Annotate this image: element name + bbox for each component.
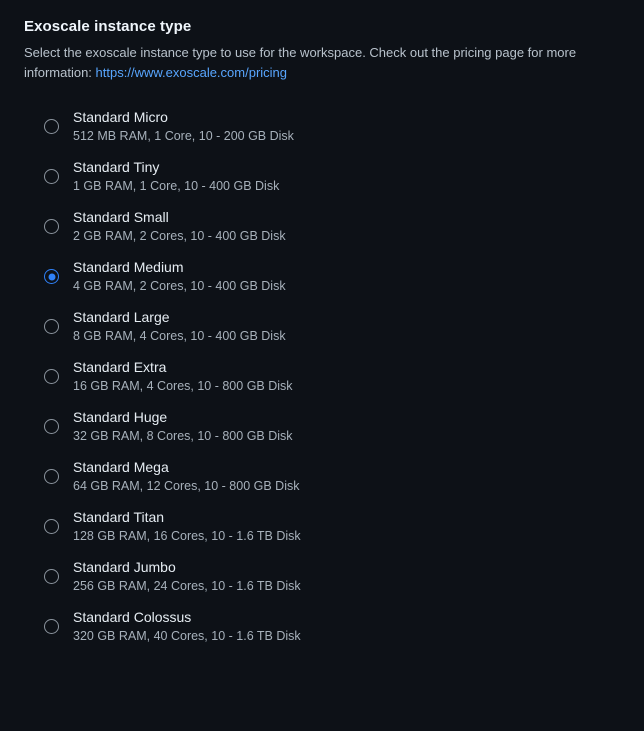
instance-type-specs: 64 GB RAM, 12 Cores, 10 - 800 GB Disk <box>73 478 300 493</box>
radio-button-icon[interactable] <box>44 519 59 534</box>
instance-type-text <box>73 509 301 544</box>
instance-type-specs: 8 GB RAM, 4 Cores, 10 - 400 GB Disk <box>73 328 286 343</box>
radio-button-icon[interactable] <box>44 219 59 234</box>
instance-type-option[interactable] <box>24 151 620 201</box>
instance-type-text <box>73 359 293 394</box>
instance-type-name: Standard Huge <box>73 408 168 425</box>
instance-type-specs: 16 GB RAM, 4 Cores, 10 - 800 GB Disk <box>73 378 293 393</box>
radio-button-icon[interactable] <box>44 119 59 134</box>
instance-type-option[interactable] <box>24 401 620 451</box>
pricing-link[interactable]: https://www.exoscale.com/pricing <box>95 65 288 81</box>
instance-type-name: Standard Jumbo <box>73 558 176 575</box>
instance-type-radio-group[interactable] <box>24 101 620 651</box>
instance-type-text <box>73 609 301 644</box>
instance-type-name: Standard Tiny <box>73 158 160 175</box>
instance-type-name: Standard Micro <box>73 108 168 125</box>
instance-type-text <box>73 409 293 444</box>
instance-type-option[interactable] <box>24 101 620 151</box>
instance-type-text <box>73 559 301 594</box>
radio-button-icon[interactable] <box>44 269 59 284</box>
instance-type-text <box>73 109 294 144</box>
instance-type-option[interactable] <box>24 201 620 251</box>
instance-type-specs: 256 GB RAM, 24 Cores, 10 - 1.6 TB Disk <box>73 578 301 593</box>
instance-type-text <box>73 209 286 244</box>
instance-type-option[interactable] <box>24 501 620 551</box>
instance-type-specs: 128 GB RAM, 16 Cores, 10 - 1.6 TB Disk <box>73 528 301 543</box>
instance-type-specs: 320 GB RAM, 40 Cores, 10 - 1.6 TB Disk <box>73 628 301 643</box>
instance-type-option[interactable] <box>24 351 620 401</box>
radio-button-icon[interactable] <box>44 419 59 434</box>
instance-type-name: Standard Extra <box>73 358 167 375</box>
instance-type-specs: 4 GB RAM, 2 Cores, 10 - 400 GB Disk <box>73 278 286 293</box>
radio-button-icon[interactable] <box>44 569 59 584</box>
instance-type-text <box>73 259 286 294</box>
instance-type-option[interactable] <box>24 551 620 601</box>
instance-type-name: Standard Medium <box>73 258 184 275</box>
page-title: Exoscale instance type <box>24 18 192 35</box>
radio-button-icon[interactable] <box>44 469 59 484</box>
instance-type-option[interactable] <box>24 301 620 351</box>
radio-button-icon[interactable] <box>44 619 59 634</box>
instance-type-text <box>73 159 279 194</box>
radio-button-icon[interactable] <box>44 169 59 184</box>
instance-type-name: Standard Large <box>73 308 170 325</box>
instance-type-option[interactable] <box>24 451 620 501</box>
instance-type-specs: 32 GB RAM, 8 Cores, 10 - 800 GB Disk <box>73 428 293 443</box>
instance-type-name: Standard Mega <box>73 458 169 475</box>
instance-type-specs: 2 GB RAM, 2 Cores, 10 - 400 GB Disk <box>73 228 286 243</box>
description-text: Select the exoscale instance type to use for the workspace. Check out the pricing page for more information: <box>24 45 577 81</box>
instance-type-option[interactable] <box>24 601 620 651</box>
instance-type-text <box>73 309 286 344</box>
instance-type-text <box>73 459 299 494</box>
instance-type-option[interactable] <box>24 251 620 301</box>
panel-description <box>24 43 614 83</box>
radio-button-icon[interactable] <box>44 369 59 384</box>
instance-type-specs: 1 GB RAM, 1 Core, 10 - 400 GB Disk <box>73 178 280 193</box>
instance-type-name: Standard Small <box>73 208 169 225</box>
radio-button-icon[interactable] <box>44 319 59 334</box>
instance-type-name: Standard Colossus <box>73 608 192 625</box>
instance-type-name: Standard Titan <box>73 508 165 525</box>
instance-type-specs: 512 MB RAM, 1 Core, 10 - 200 GB Disk <box>73 128 294 143</box>
